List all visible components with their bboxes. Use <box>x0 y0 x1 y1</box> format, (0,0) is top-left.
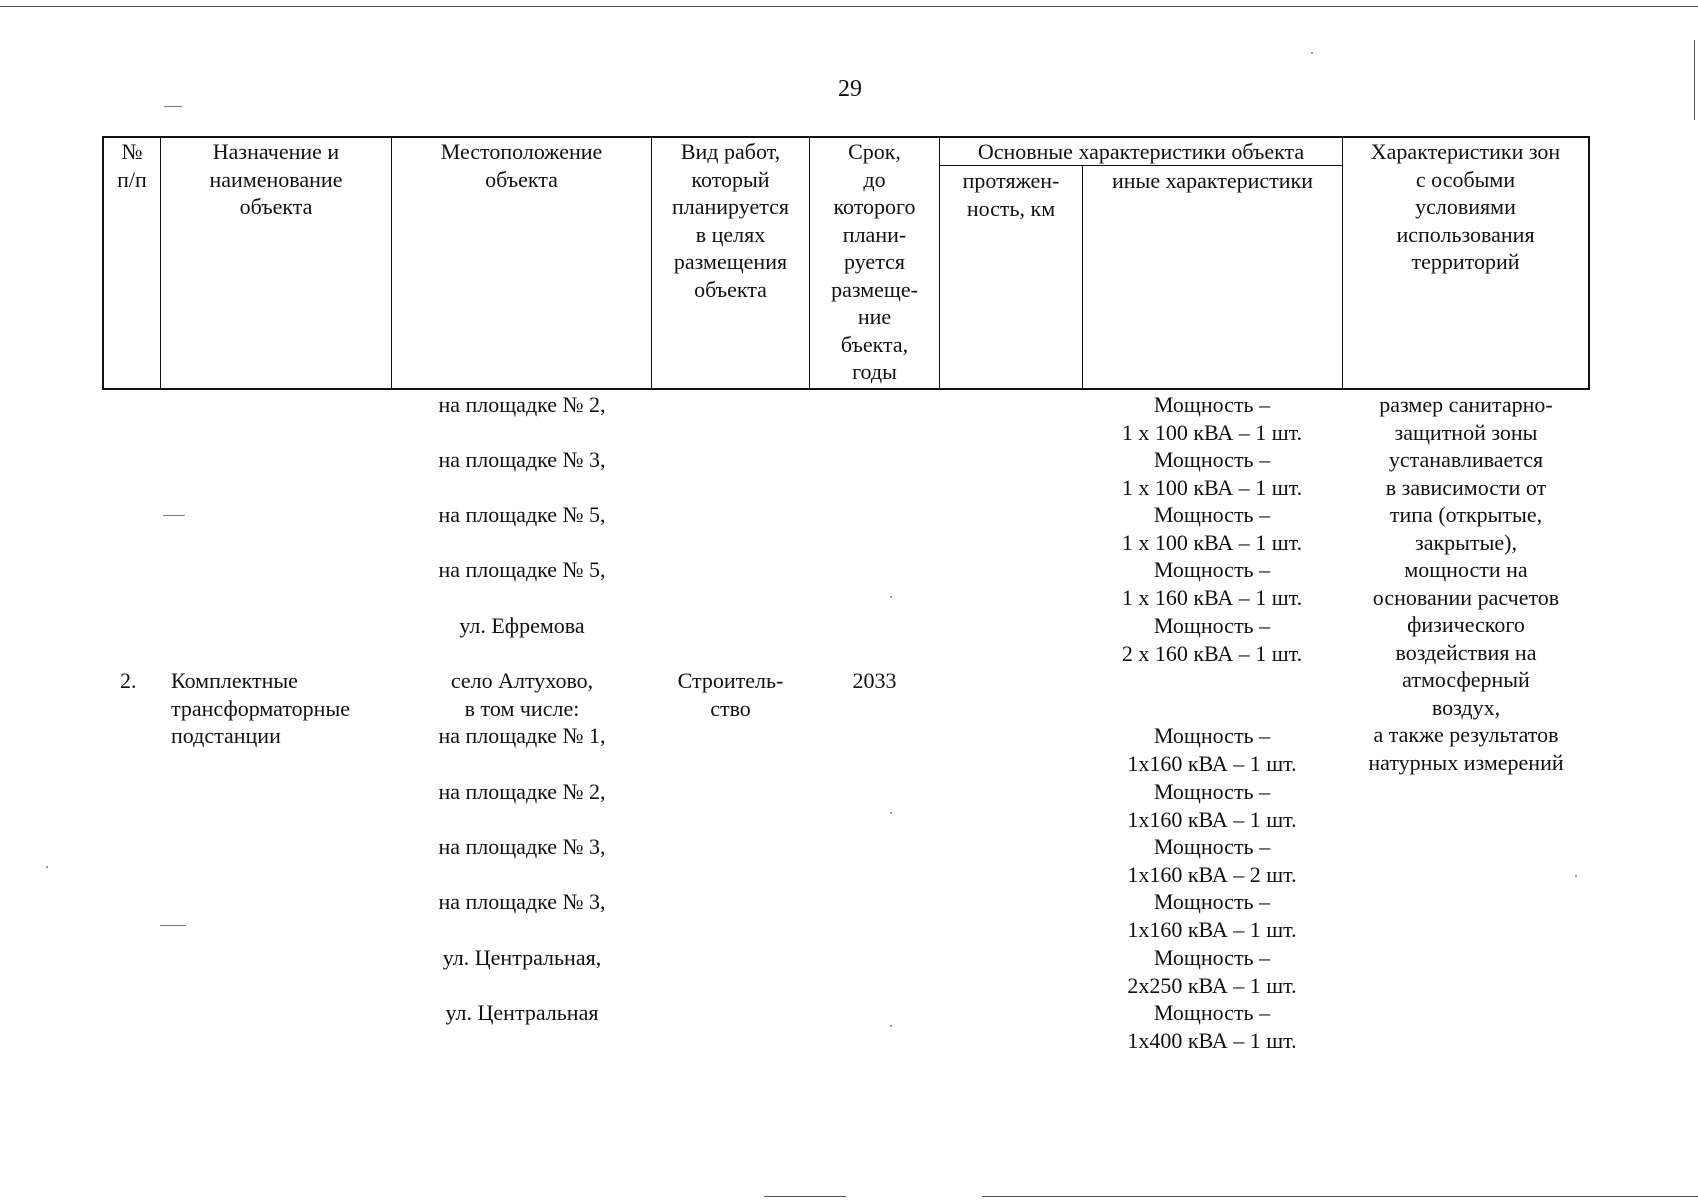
location-item: на площадке № 3, <box>438 447 606 472</box>
capacity-item: Мощность – 1 х 100 кВА – 1 шт. <box>1121 392 1303 445</box>
scan-speck <box>164 106 182 107</box>
header-length: протяжен- ность, км <box>962 168 1060 221</box>
location-item: ул. Центральная <box>445 1000 599 1025</box>
header-deadline: Срок, до которого плани- руется размеще- ние бъекта, годы <box>831 139 918 384</box>
location-item: на площадке № 5, <box>438 557 606 582</box>
header-location: Местоположение объекта <box>440 139 603 192</box>
scan-speck <box>1575 875 1577 877</box>
header-work-type: Вид работ, который планируется в целях размещения объекта <box>671 139 789 302</box>
scan-edge-bottom-right <box>982 1196 1698 1197</box>
page-number: 29 <box>838 76 862 102</box>
location-item: на площадке № 1, <box>438 723 606 748</box>
location-village: село Алтухово, в том числе: <box>450 668 594 721</box>
capacity-item: Мощность – 1 х 100 кВА – 1 шт. <box>1121 447 1303 500</box>
capacity-item: Мощность – 1х160 кВА – 1 шт. <box>1127 889 1297 942</box>
location-item: на площадке № 3, <box>438 889 606 914</box>
zone-characteristics: размер санитарно- защитной зоны устанавливается в зависимости от типа (открытые, закрытые), мощности на основании расчетов физического воздействия на атмосферный воздух, а также результатов натурных измерений <box>1368 392 1564 775</box>
header-zones: Характеристики зон с особыми условиями использования территорий <box>1370 139 1561 274</box>
scan-speck <box>1311 52 1313 54</box>
header-name: Назначение и наименование объекта <box>209 139 343 219</box>
header-num: № п/п <box>117 139 147 192</box>
capacity-item: Мощность – 1х160 кВА – 1 шт. <box>1127 723 1297 776</box>
capacity-item: Мощность – 1 х 160 кВА – 1 шт. <box>1121 557 1303 610</box>
scan-speck <box>163 515 185 516</box>
location-item: на площадке № 2, <box>438 392 606 417</box>
scan-speck <box>890 596 892 598</box>
capacity-item: Мощность – 1х160 кВА – 1 шт. <box>1127 779 1297 832</box>
location-item: на площадке № 2, <box>438 779 606 804</box>
scan-speck <box>160 925 186 926</box>
scan-edge-top <box>0 6 1698 7</box>
capacity-item: Мощность – 2х250 кВА – 1 шт. <box>1127 945 1297 998</box>
table-border-bottom <box>102 388 1590 390</box>
scan-speck <box>890 1025 892 1027</box>
deadline-year: 2033 <box>852 668 897 693</box>
scan-edge-right <box>1694 40 1695 120</box>
divider-length <box>1082 165 1083 390</box>
scan-speck <box>890 812 892 814</box>
location-item: ул. Ефремова <box>459 613 585 638</box>
location-item: на площадке № 3, <box>438 834 606 859</box>
capacity-item: Мощность – 2 х 160 кВА – 1 шт. <box>1121 613 1303 666</box>
capacity-item: Мощность – 1х160 кВА – 2 шт. <box>1127 834 1297 887</box>
header-main-characteristics: Основные характеристики объекта <box>977 139 1305 164</box>
scan-speck <box>46 866 48 868</box>
table-border-right <box>1588 136 1590 390</box>
work-type: Строитель- ство <box>677 668 784 721</box>
row-number: 2. <box>120 668 137 693</box>
location-item: на площадке № 5, <box>438 502 606 527</box>
header-other-characteristics: иные характеристики <box>1112 168 1313 193</box>
location-item: ул. Центральная, <box>442 945 602 970</box>
scan-edge-bottom-left <box>764 1196 846 1197</box>
capacity-item: Мощность – 1 х 100 кВА – 1 шт. <box>1121 502 1303 555</box>
object-name: Комплектные трансформаторные подстанции <box>171 668 350 748</box>
capacity-item: Мощность – 1х400 кВА – 1 шт. <box>1127 1000 1297 1053</box>
